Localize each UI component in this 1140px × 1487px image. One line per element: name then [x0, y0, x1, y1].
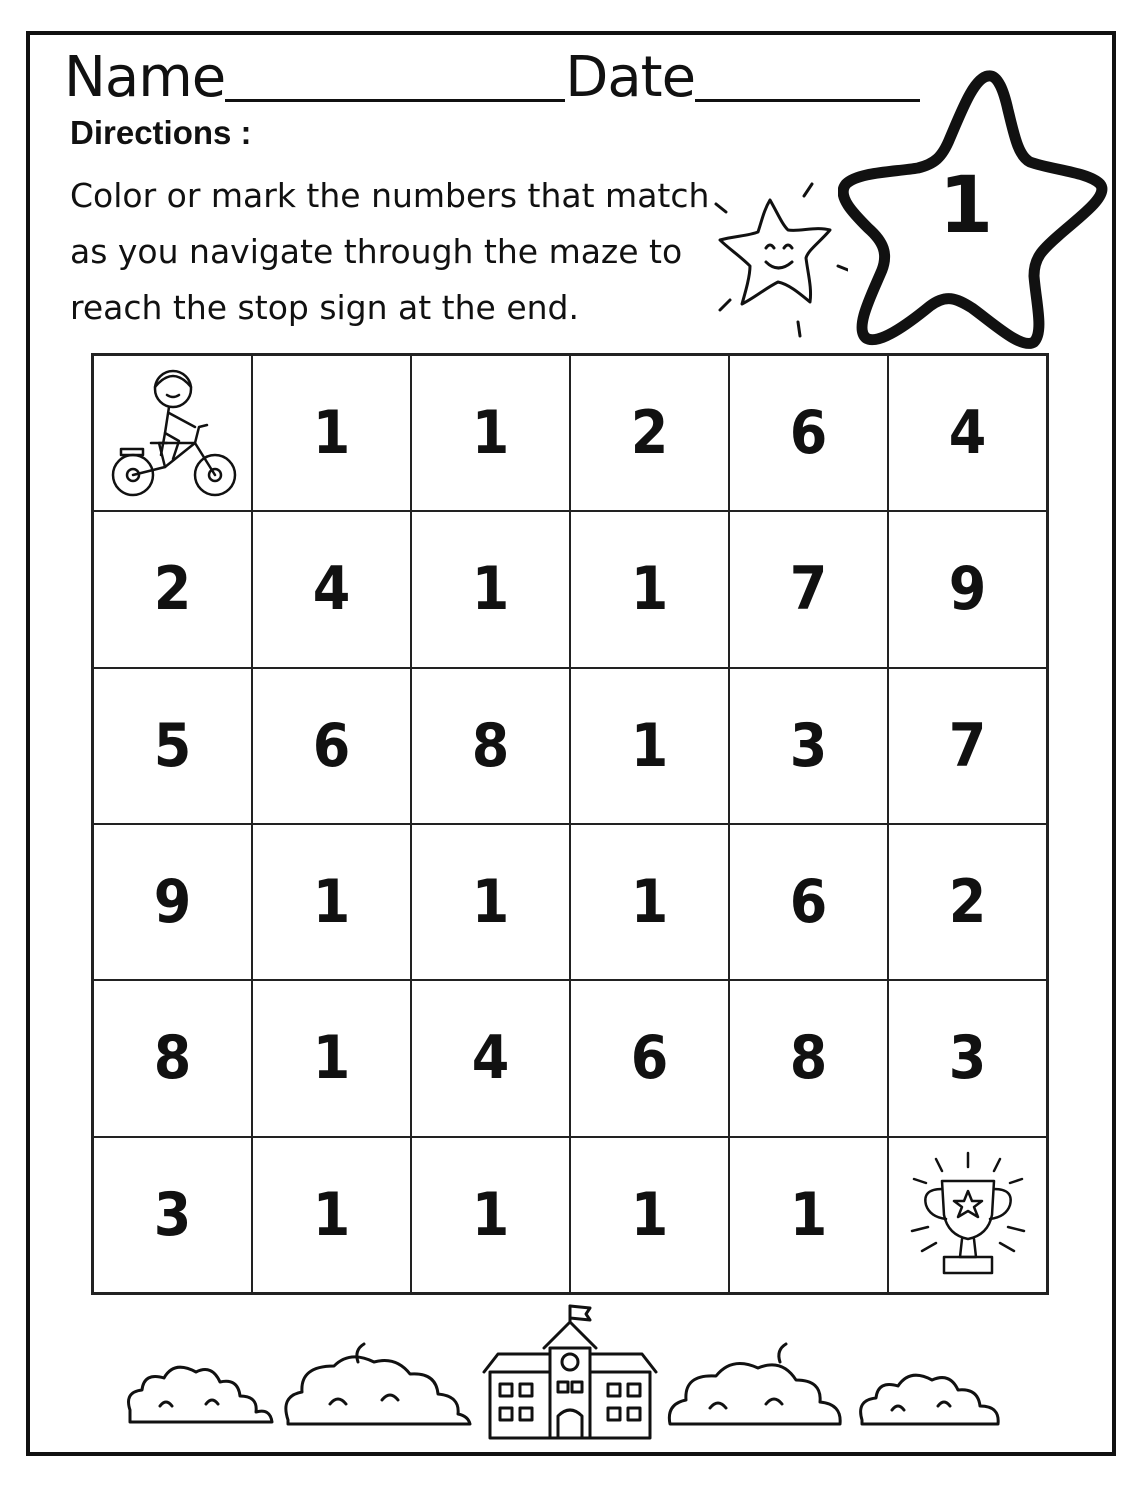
maze-cell[interactable]: 1 [570, 1137, 729, 1293]
smiling-star-icon [708, 178, 848, 340]
maze-cell[interactable]: 1 [570, 511, 729, 667]
maze-cell[interactable]: 7 [888, 668, 1047, 824]
maze-cell[interactable]: 6 [252, 668, 411, 824]
maze-cell[interactable]: 9 [93, 824, 252, 980]
big-star-icon [838, 62, 1113, 352]
maze-cell[interactable]: 3 [93, 1137, 252, 1293]
maze-cell[interactable]: 2 [93, 511, 252, 667]
maze-cell[interactable]: 2 [570, 355, 729, 511]
maze-cell[interactable]: 8 [93, 980, 252, 1136]
maze-cell[interactable]: 3 [729, 668, 888, 824]
maze-cell[interactable]: 8 [411, 668, 570, 824]
maze-cell[interactable]: 3 [888, 980, 1047, 1136]
maze-cell[interactable]: 1 [570, 824, 729, 980]
maze-cell[interactable]: 7 [729, 511, 888, 667]
maze-cell[interactable]: 8 [729, 980, 888, 1136]
maze-cell[interactable]: 4 [888, 355, 1047, 511]
name-date-line [64, 46, 920, 110]
bush-icon [129, 1367, 273, 1422]
maze-cell[interactable]: 1 [411, 824, 570, 980]
maze-cell[interactable]: 1 [411, 1137, 570, 1293]
scenery-illustration [120, 1300, 1020, 1450]
maze-cell[interactable]: 1 [570, 668, 729, 824]
directions-line-1: Color or mark the numbers that match [70, 176, 710, 215]
bush-icon [861, 1375, 999, 1424]
maze-cell[interactable]: 1 [411, 511, 570, 667]
name-label: Name [64, 45, 226, 110]
school-building-icon [484, 1306, 656, 1438]
maze-cell[interactable]: 9 [888, 511, 1047, 667]
directions-title: Directions : [70, 114, 252, 151]
maze-cell[interactable]: 6 [729, 824, 888, 980]
date-label: Date [565, 45, 696, 110]
maze-cell[interactable]: 1 [252, 824, 411, 980]
maze-end-cell[interactable] [888, 1137, 1047, 1293]
directions-line-2: as you navigate through the maze to [70, 232, 683, 271]
directions-line-3: reach the stop sign at the end. [70, 288, 579, 327]
bush-icon [669, 1344, 840, 1424]
maze-cell[interactable]: 2 [888, 824, 1047, 980]
maze-cell[interactable]: 5 [93, 668, 252, 824]
name-blank[interactable] [225, 51, 565, 102]
maze-cell[interactable]: 1 [252, 355, 411, 511]
target-number: 1 [938, 161, 994, 251]
maze-cell[interactable]: 1 [252, 980, 411, 1136]
maze-cell[interactable]: 4 [252, 511, 411, 667]
maze-cell[interactable]: 1 [252, 1137, 411, 1293]
maze-cell[interactable]: 6 [729, 355, 888, 511]
maze-cell[interactable]: 1 [411, 355, 570, 511]
bush-icon [286, 1344, 470, 1424]
maze-start-cell[interactable] [93, 355, 252, 511]
number-maze [91, 353, 1049, 1295]
maze-cell[interactable]: 1 [729, 1137, 888, 1293]
trophy-icon [898, 1145, 1038, 1285]
bicycle-kid-icon [103, 363, 243, 503]
directions-text [70, 168, 750, 336]
maze-cell[interactable]: 4 [411, 980, 570, 1136]
maze-cell[interactable]: 6 [570, 980, 729, 1136]
